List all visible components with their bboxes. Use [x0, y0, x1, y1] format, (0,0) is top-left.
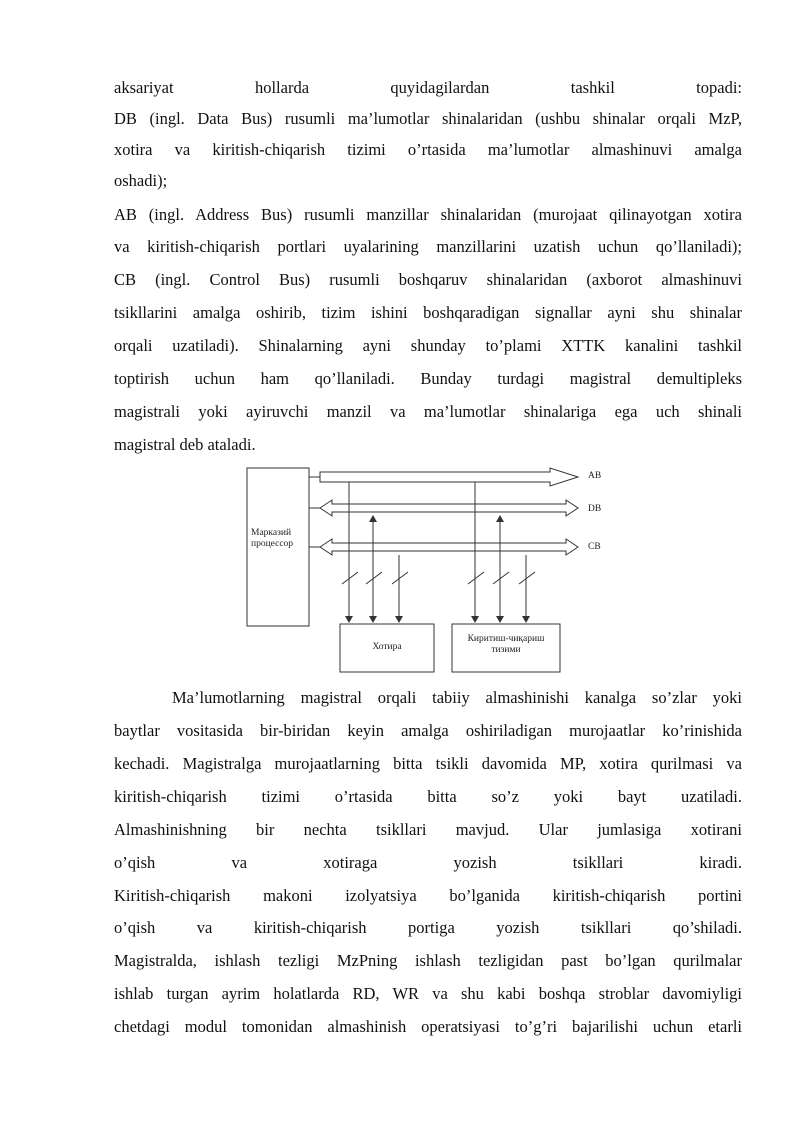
cpu-label: Марказий процессор [251, 528, 294, 549]
text-line: Kiritish-chiqarish makoni izolyatsiya bo’lganida kiritish-chiqarish portini [114, 886, 742, 905]
text-line: magistral deb ataladi. [114, 435, 256, 454]
text-line: ishlab turgan ayrim holatlarda RD, WR va shu kabi boshqa stroblar davomiyligi [114, 984, 742, 1003]
text-line: tsikllarini amalga oshirib, tizim ishini boshqaradigan signallar ayni shu shinalar [114, 303, 742, 322]
data-bus-arrow [320, 500, 578, 516]
text-line: CB (ingl. Control Bus) rusumli boshqaruv shinalaridan (axborot almashinuvi [114, 270, 742, 289]
text-line: kiritish-chiqarish tizimi o’rtasida bitta so’z yoki bayt uzatiladi. [114, 787, 742, 806]
ab-bus-label: AB [588, 471, 602, 481]
address-bus-arrow [320, 468, 578, 486]
text-line: o’qish va kiritish-chiqarish portiga yozish tsikllari qo’shiladi. [114, 918, 742, 937]
text-line: toptirish uchun ham qo’llaniladi. Bunday turdagi magistral demultipleks [114, 369, 742, 388]
text-line: Ma’lumotlarning magistral orqali tabiiy almashinishi kanalga so’zlar yoki [172, 688, 742, 707]
db-bus-label: DB [588, 504, 602, 514]
text-line: o’qish va xotiraga yozish tsikllari kiradi. [114, 853, 742, 872]
text-line: va kiritish-chiqarish portlari uyalarining manzillarini uzatish uchun qo’llaniladi); [114, 237, 742, 256]
text-line: xotira va kiritish-chiqarish tizimi o’rtasida ma’lumotlar almashinuvi amalga [114, 140, 742, 159]
memory-label: Хотира [372, 642, 402, 652]
text-line: DB (ingl. Data Bus) rusumli ma’lumotlar shinalaridan (ushbu shinalar orqali MzP, [114, 109, 742, 128]
text-line: Almashinishning bir nechta tsikllari mavjud. Ular jumlasiga xotirani [114, 820, 742, 839]
text-line: chetdagi modul tomonidan almashinish operatsiyasi to’g’ri bajarilishi uchun etarli [114, 1017, 742, 1036]
cb-bus-label: CB [588, 542, 601, 552]
io-label: Киритиш-чиқариш тизими [467, 634, 545, 655]
control-bus-arrow [320, 539, 578, 555]
text-line: Magistralda, ishlash tezligi MzPning ishlash tezligidan past bo’lgan qurilmalar [114, 951, 742, 970]
text-line: aksariyat hollarda quyidagilardan tashkil topadi: [114, 78, 742, 97]
text-line: AB (ingl. Address Bus) rusumli manzillar shinalaridan (murojaat qilinayotgan xotira [114, 205, 742, 224]
bus-diagram-drawing [246, 462, 626, 678]
bus-diagram [246, 462, 626, 678]
text-line: orqali uzatiladi). Shinalarning ayni shunday to’plami XTTK kanalini tashkil [114, 336, 742, 355]
text-line: oshadi); [114, 171, 168, 190]
text-line: kechadi. Magistralga murojaatlarning bitta tsikli davomida MP, xotira qurilmasi va [114, 754, 742, 773]
text-line: baytlar vositasida bir-biridan keyin amalga oshiriladigan murojaatlar ko’rinishida [114, 721, 742, 740]
text-line: magistrali yoki ayiruvchi manzil va ma’lumotlar shinalariga ega uch shinali [114, 402, 742, 421]
